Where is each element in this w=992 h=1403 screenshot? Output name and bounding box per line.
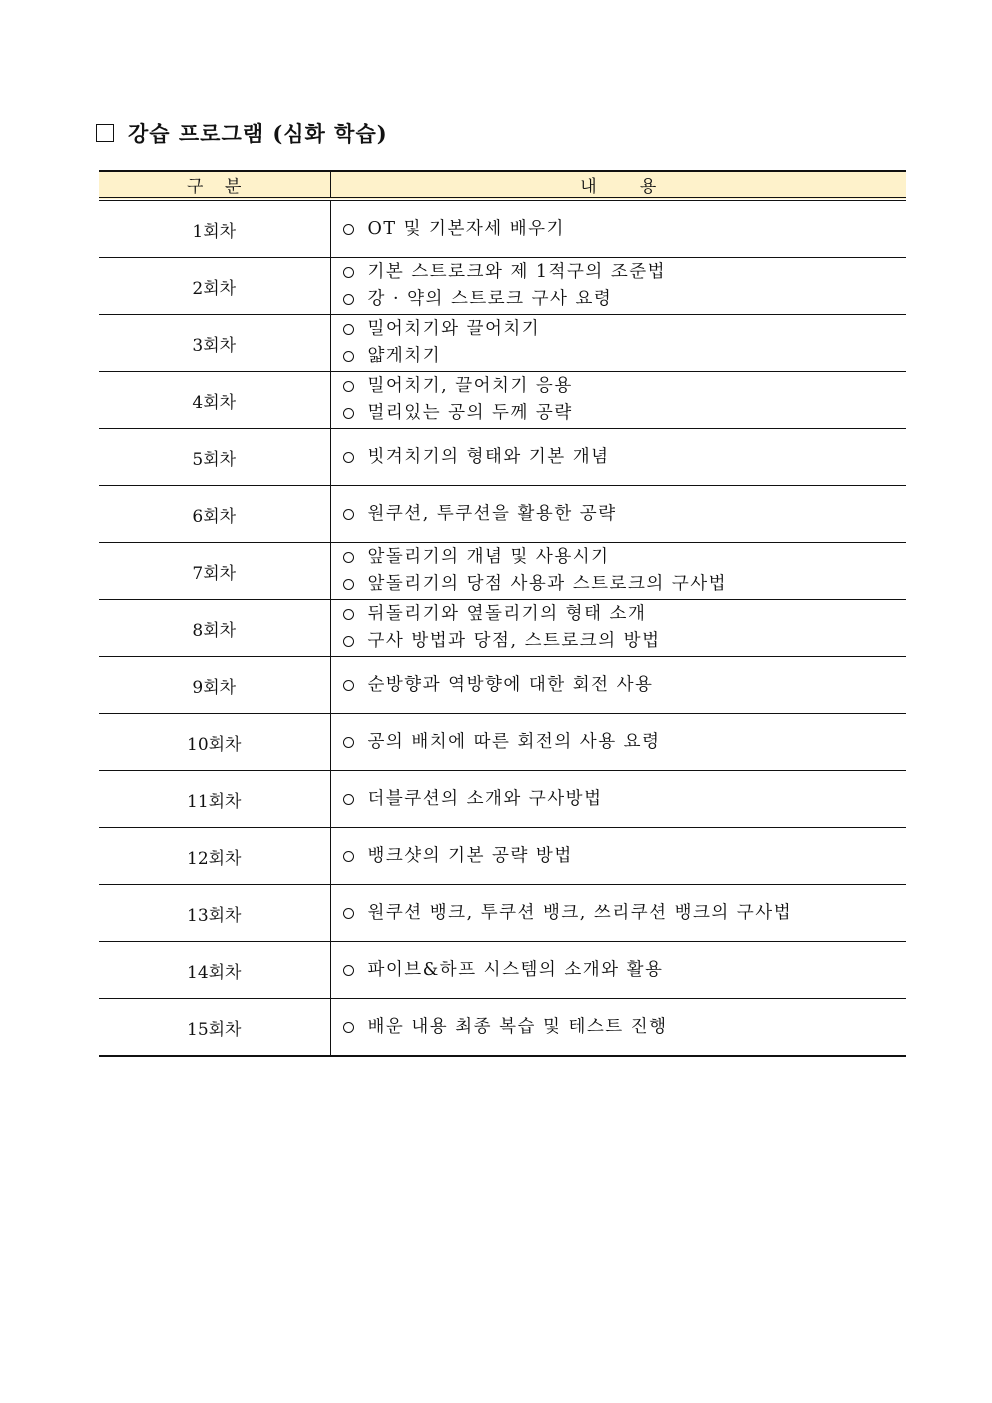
content-item-text: 빗겨치기의 형태와 기본 개념 xyxy=(367,447,610,467)
table-row xyxy=(99,315,906,372)
circle-bullet-icon xyxy=(343,908,354,919)
table-row xyxy=(99,828,906,885)
content-cell xyxy=(330,999,906,1057)
table-row xyxy=(99,258,906,315)
content-item-text: 뱅크샷의 기본 공략 방법 xyxy=(367,846,573,866)
content-item xyxy=(343,316,907,343)
content-item-text: 강 · 약의 스트로크 구사 요령 xyxy=(367,289,613,309)
session-cell: 10회차 xyxy=(99,714,330,771)
content-item xyxy=(343,1012,907,1042)
table-body xyxy=(99,199,906,1056)
table-row xyxy=(99,199,906,258)
circle-bullet-icon xyxy=(343,324,354,335)
session-cell: 13회차 xyxy=(99,885,330,942)
content-cell xyxy=(330,543,906,600)
content-item xyxy=(343,955,907,985)
circle-bullet-icon xyxy=(343,794,354,805)
header-session: 구 분 xyxy=(99,171,330,199)
content-item-text: 더블쿠션의 소개와 구사방법 xyxy=(367,789,603,809)
circle-bullet-icon xyxy=(343,851,354,862)
content-item xyxy=(343,841,907,871)
table-header-row xyxy=(99,171,906,199)
table-row xyxy=(99,657,906,714)
circle-bullet-icon xyxy=(343,381,354,392)
table-row xyxy=(99,714,906,771)
session-cell: 14회차 xyxy=(99,942,330,999)
content-item xyxy=(343,784,907,814)
circle-bullet-icon xyxy=(343,294,354,305)
session-cell: 7회차 xyxy=(99,543,330,600)
content-item xyxy=(343,571,907,598)
content-item-text: 앞돌리기의 당점 사용과 스트로크의 구사법 xyxy=(367,574,728,594)
session-cell: 5회차 xyxy=(99,429,330,486)
circle-bullet-icon xyxy=(343,452,354,463)
session-cell: 8회차 xyxy=(99,600,330,657)
content-cell xyxy=(330,258,906,315)
content-item-text: 구사 방법과 당점, 스트로크의 방법 xyxy=(367,631,661,651)
checkbox-square-icon xyxy=(96,124,114,142)
content-item xyxy=(343,343,907,370)
circle-bullet-icon xyxy=(343,737,354,748)
content-cell xyxy=(330,315,906,372)
content-item xyxy=(343,373,907,400)
content-item xyxy=(343,400,907,427)
content-cell xyxy=(330,600,906,657)
content-item-text: 앞돌리기의 개념 및 사용시기 xyxy=(367,547,610,567)
content-item xyxy=(343,628,907,655)
content-item xyxy=(343,670,907,700)
table-row xyxy=(99,600,906,657)
table-row xyxy=(99,372,906,429)
content-cell xyxy=(330,429,906,486)
session-cell: 11회차 xyxy=(99,771,330,828)
content-item-text: 뒤돌리기와 옆돌리기의 형태 소개 xyxy=(367,604,647,624)
content-cell xyxy=(330,885,906,942)
content-item-text: 원쿠션, 투쿠션을 활용한 공략 xyxy=(367,504,617,524)
session-cell: 3회차 xyxy=(99,315,330,372)
content-item-text: 밀어치기, 끌어치기 응용 xyxy=(367,376,573,396)
content-cell xyxy=(330,828,906,885)
table-row xyxy=(99,543,906,600)
circle-bullet-icon xyxy=(343,552,354,563)
table-row xyxy=(99,771,906,828)
circle-bullet-icon xyxy=(343,579,354,590)
content-item-text: 순방향과 역방향에 대한 회전 사용 xyxy=(367,675,654,695)
table-row xyxy=(99,942,906,999)
content-item-text: 기본 스트로크와 제 1적구의 조준법 xyxy=(367,262,667,282)
section-heading-text: 강습 프로그램 (심화 학습) xyxy=(128,121,388,146)
content-cell xyxy=(330,657,906,714)
circle-bullet-icon xyxy=(343,408,354,419)
circle-bullet-icon xyxy=(343,509,354,520)
content-cell xyxy=(330,714,906,771)
content-item-text: 얇게치기 xyxy=(367,346,442,366)
content-item xyxy=(343,259,907,286)
circle-bullet-icon xyxy=(343,1022,354,1033)
circle-bullet-icon xyxy=(343,965,354,976)
circle-bullet-icon xyxy=(343,636,354,647)
session-cell: 15회차 xyxy=(99,999,330,1057)
content-item-text: 파이브&하프 시스템의 소개와 활용 xyxy=(367,960,664,980)
content-cell xyxy=(330,942,906,999)
table-row xyxy=(99,999,906,1057)
table-row xyxy=(99,429,906,486)
content-item-text: 멀리있는 공의 두께 공략 xyxy=(367,403,573,423)
content-item xyxy=(343,286,907,313)
content-item-text: OT 및 기본자세 배우기 xyxy=(367,219,565,239)
header-content: 내 용 xyxy=(330,171,906,199)
program-table xyxy=(99,170,906,1057)
table-row xyxy=(99,885,906,942)
circle-bullet-icon xyxy=(343,609,354,620)
circle-bullet-icon xyxy=(343,351,354,362)
session-cell: 12회차 xyxy=(99,828,330,885)
content-item-text: 배운 내용 최종 복습 및 테스트 진행 xyxy=(367,1017,668,1037)
circle-bullet-icon xyxy=(343,267,354,278)
session-cell: 1회차 xyxy=(99,199,330,258)
session-cell: 4회차 xyxy=(99,372,330,429)
content-cell xyxy=(330,771,906,828)
content-item-text: 공의 배치에 따른 회전의 사용 요령 xyxy=(367,732,661,752)
circle-bullet-icon xyxy=(343,680,354,691)
circle-bullet-icon xyxy=(343,224,354,235)
content-item xyxy=(343,727,907,757)
content-item-text: 밀어치기와 끌어치기 xyxy=(367,319,541,339)
content-item xyxy=(343,442,907,472)
content-item xyxy=(343,601,907,628)
session-cell: 9회차 xyxy=(99,657,330,714)
content-cell xyxy=(330,486,906,543)
content-item xyxy=(343,214,907,244)
content-cell xyxy=(330,372,906,429)
content-item xyxy=(343,898,907,928)
content-item xyxy=(343,544,907,571)
content-cell xyxy=(330,199,906,258)
content-item xyxy=(343,499,907,529)
content-item-text: 원쿠션 뱅크, 투쿠션 뱅크, 쓰리쿠션 뱅크의 구사법 xyxy=(367,903,793,923)
session-cell: 6회차 xyxy=(99,486,330,543)
section-heading xyxy=(96,116,388,150)
table-row xyxy=(99,486,906,543)
session-cell: 2회차 xyxy=(99,258,330,315)
